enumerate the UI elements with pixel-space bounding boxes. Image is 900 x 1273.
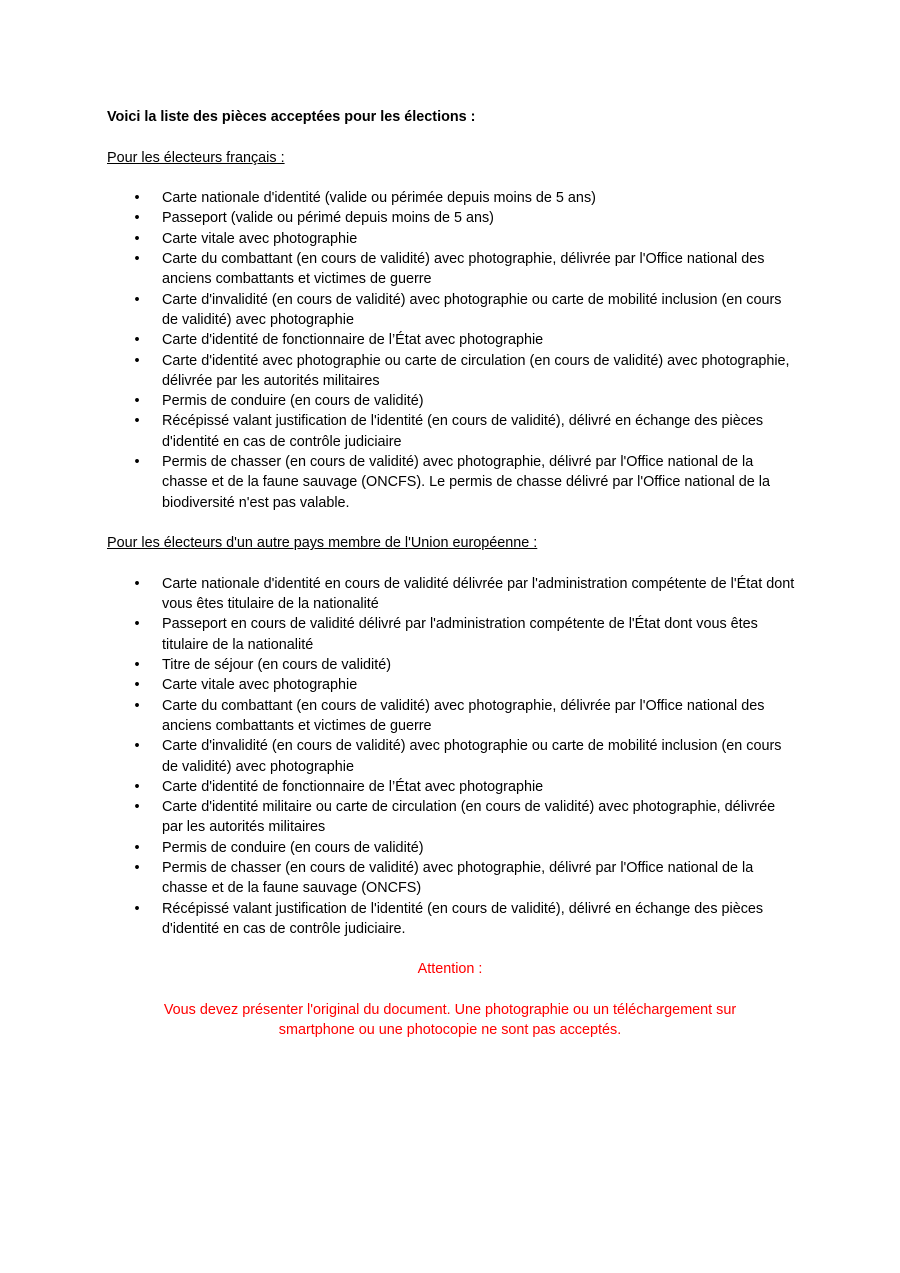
list-item-text: Carte d'identité militaire ou carte de circulation (en cours de validité) avec photographie, délivrée par les autorités militaires [162,799,776,836]
list-item [107,411,797,452]
list-item [107,351,797,392]
list-item-text: Carte d'invalidité (en cours de validité) avec photographie ou carte de mobilité inclusion (en cours de validité) avec photographie [162,291,782,328]
list-item [107,249,797,290]
list-item-text: Carte d'identité avec photographie ou carte de circulation (en cours de validité) avec photographie, délivrée par les autorités militaires [162,352,790,389]
warning-title: Attention : [417,961,483,978]
list-item-text: Carte d'identité de fonctionnaire de l’État avec photographie [162,778,544,795]
bullet-icon: • [134,677,140,694]
list-item-text: Carte d'identité de fonctionnaire de l’État avec photographie [162,332,544,349]
list-item-text: Récépissé valant justification de l'identité (en cours de validité), délivré en échange des pièces d'identité en cas de contrôle judiciaire [162,413,764,450]
bullet-icon: • [134,657,140,674]
section-heading-french-voters: Pour les électeurs français : [107,149,285,166]
bullet-icon: • [134,697,140,714]
bullet-icon: • [134,839,140,856]
section-heading-eu-voters: Pour les électeurs d'un autre pays membre de l'Union européenne : [107,535,538,552]
list-item-text: Passeport (valide ou périmé depuis moins de 5 ans) [162,210,494,227]
document-title: Voici la liste des pièces acceptées pour les élections : [107,109,476,125]
list-item [107,696,797,737]
bullet-icon: • [134,332,140,349]
list-item [107,574,797,615]
list-item-text: Récépissé valant justification de l'identité (en cours de validité), délivré en échange des pièces d'identité en cas de contrôle judiciaire. [162,900,764,937]
list-item-text: Permis de chasser (en cours de validité) avec photographie, délivré par l'Office national de la chasse et de la faune sauvage (ONCFS) [162,859,754,897]
list-item-text: Permis de conduire (en cours de validité) [162,839,424,856]
list-item-text: Carte vitale avec photographie [162,677,358,694]
list-item [107,229,797,249]
french-voters-id-list [107,188,797,513]
bullet-icon: • [134,210,140,227]
bullet-icon: • [134,738,140,755]
list-item [107,736,797,777]
list-item [107,797,797,838]
list-item [107,655,797,675]
list-item-text: Carte du combattant (en cours de validité) avec photographie, délivrée par l'Office national des anciens combattants et victimes de guerre [162,697,765,734]
bullet-icon: • [134,230,140,247]
list-item-text: Carte nationale d'identité en cours de validité délivrée par l'administration compétente de l'État dont vous êtes titulaire de la nationalité [162,575,795,613]
list-item [107,391,797,411]
list-item [107,208,797,228]
list-item [107,188,797,208]
bullet-icon: • [134,352,140,369]
list-item-text: Permis de conduire (en cours de validité) [162,393,424,410]
list-item [107,858,797,899]
list-item [107,899,797,940]
eu-voters-id-list [107,574,797,939]
bullet-icon: • [134,393,140,410]
list-item-text: Carte du combattant (en cours de validité) avec photographie, délivrée par l'Office national des anciens combattants et victimes de guerre [162,251,765,288]
bullet-icon: • [134,900,140,917]
bullet-icon: • [134,454,140,471]
list-item [107,838,797,858]
list-item [107,675,797,695]
list-item [107,290,797,331]
list-item [107,330,797,350]
list-item-text: Passeport en cours de validité délivré par l'administration compétente de l'État dont vous êtes titulaire de la nationalité [162,616,758,653]
list-item-text: Carte vitale avec photographie [162,230,358,247]
list-item [107,614,797,655]
bullet-icon: • [134,291,140,308]
bullet-icon: • [134,190,140,207]
document-page [107,107,797,1041]
list-item [107,452,797,513]
list-item-text: Carte d'invalidité (en cours de validité) avec photographie ou carte de mobilité inclusion (en cours de validité) avec photographie [162,738,782,775]
bullet-icon: • [134,859,140,876]
list-item-text: Titre de séjour (en cours de validité) [162,657,392,674]
warning-block [107,959,793,1040]
warning-text: Vous devez présenter l'original du document. Une photographie ou un téléchargement sur smartphone ou une photocopie ne sont pas acceptés. [163,1002,737,1039]
bullet-icon: • [134,575,140,592]
bullet-icon: • [134,616,140,633]
bullet-icon: • [134,413,140,430]
bullet-icon: • [134,251,140,268]
bullet-icon: • [134,778,140,795]
list-item [107,777,797,797]
list-item-text: Permis de chasser (en cours de validité) avec photographie, délivré par l'Office national de la chasse et de la faune sauvage (ONCFS). Le permis de chasse délivré par l'Office national de la biodiversité n'est pas valable. [162,454,771,511]
list-item-text: Carte nationale d'identité (valide ou périmée depuis moins de 5 ans) [162,190,596,207]
bullet-icon: • [134,799,140,816]
